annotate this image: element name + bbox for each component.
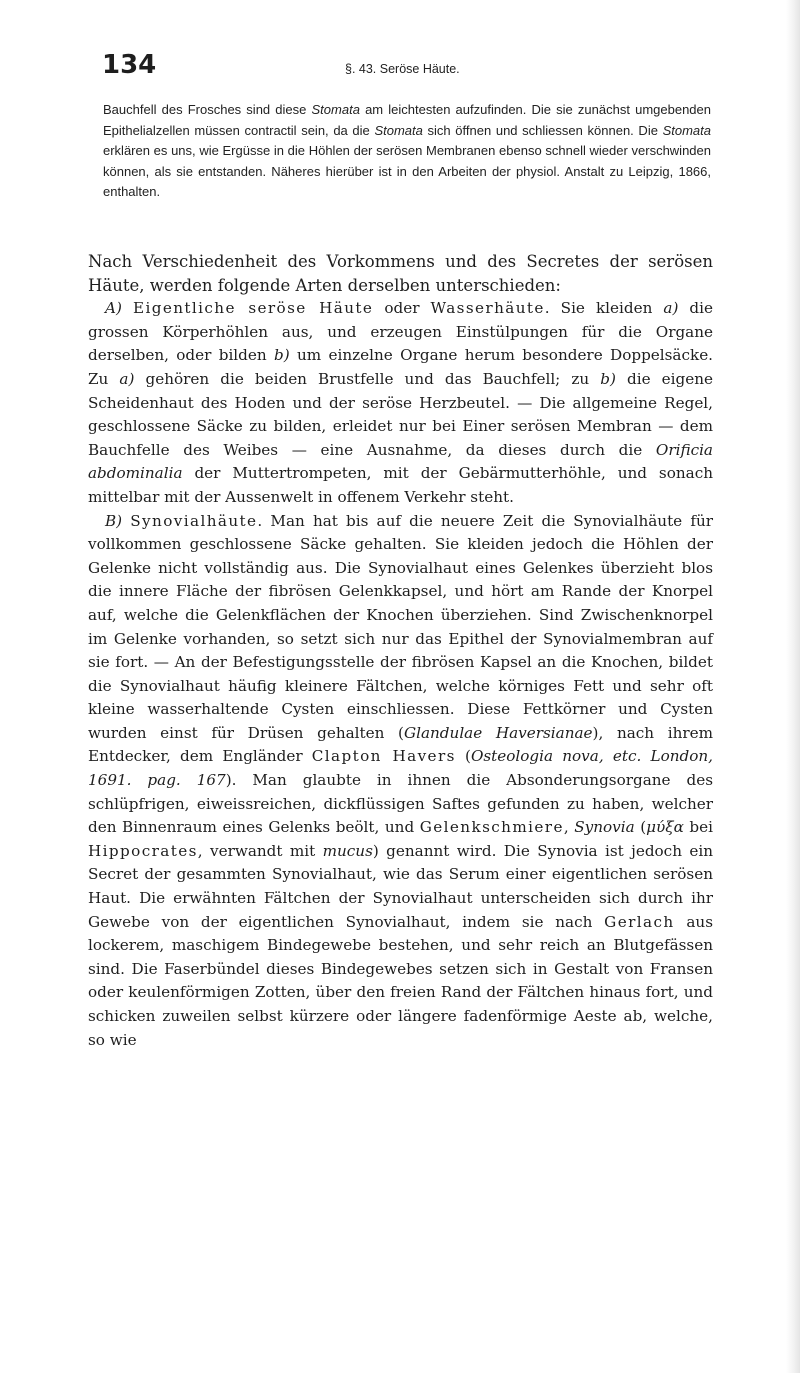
text-run: am leichtesten aufzufinden. Die sie zunächst umgebenden Epithelialzellen müssen contractil sein, da die <box>103 102 711 138</box>
italic-term: Glandulae Haversianae <box>403 723 593 742</box>
spaced-term: Gelenkschmiere <box>419 818 564 837</box>
item-marker: b) <box>274 346 290 365</box>
text-run: . Man hat bis auf die neuere Zeit die Synovialhäute für vollkommen geschlossene Säcke gehalten. Sie kleiden jedoch die Höhlen der Gelenke nicht vollständig aus. Die Synovialhaut eines Gelenkes überzieht blos die innere Fläche der fibrösen Gelenkkapsel, und hört am Rande der Knorpel auf, welche die Gelenkflächen der Knochen überziehen. Sind Zwischenknorpel im Gelenke vorhanden, so setzt sich nur das Epithel der Synovialmembran auf sie fort. — An der Befestigungsstelle der fibrösen Kapsel an die Knochen, bildet die Synovialhaut häufig kleinere Fältchen, welche körniges Fett und sehr oft kleine wasserhaltende Cysten einschliessen. Diese Fettkörner und Cysten wurden einst für Drüsen gehalten ( <box>88 511 713 742</box>
italic-term: Stomata <box>374 122 423 138</box>
spaced-name: Clapton Havers <box>311 747 456 766</box>
item-marker: a) <box>119 369 135 388</box>
spaced-term: Eigentliche seröse Häute <box>132 299 374 318</box>
text-run: oder <box>373 299 431 318</box>
section-label: A) <box>105 299 122 318</box>
text-run: aus lockerem, maschigem Bindegewebe bestehen, und sehr reich an Blutgefässen sind. Die Faserbündel dieses Bindegewebes setzen sich in Gestalt von Fransen oder keulenförmigen Zotten, über den freien Rand der Fältchen hinaus fort, und schicken zuweilen selbst kürzere oder längere fadenförmige Aeste ab, welche, so wie <box>88 912 713 1049</box>
spaced-name: Hippocrates <box>88 841 198 860</box>
italic-citation: Osteologia nova, etc. London, 1691. pag. 167 <box>88 747 713 790</box>
section-b-paragraph <box>88 510 713 1053</box>
text-run: die eigene Scheidenhaut des Hoden und der seröse Herzbeutel. — Die allgemeine Regel, geschlossene Säcke zu bilden, erleidet nur bei Einer serösen Membran — dem Bauchfelle des Weibes — eine Ausnahme, da dieses durch die <box>88 369 713 459</box>
page-number: 134 <box>102 50 157 80</box>
text-run: ) genannt wird. Die Synovia ist jedoch ein Secret der gesammten Synovialhaut, wie das Serum einer eigentlichen serösen Haut. Die erwähnten Fältchen der Synovialhaut unterscheiden sich durch ihr Gewebe von der eigentlichen Synovialhaut, indem sie nach <box>88 841 713 931</box>
italic-term: Stomata <box>311 102 360 117</box>
item-marker: b) <box>600 369 616 388</box>
italic-term: Orificia abdominalia <box>88 440 713 483</box>
text-run: ( <box>634 818 647 837</box>
text-run: erklären es uns, wie Ergüsse in die Höhlen der serösen Membranen ebenso schnell wieder verschwinden können, als sie entstanden. Näheres hierüber ist in den Arbeiten der physiol. Anstalt zu Leipzig, 1866, enthalten. <box>103 143 711 200</box>
page-edge-shadow <box>786 0 800 1373</box>
text-run: ), nach ihrem Entdecker, dem Engländer <box>88 723 714 766</box>
italic-term: mucus <box>322 841 373 860</box>
text-run: . Sie kleiden <box>544 299 664 318</box>
intro-paragraph <box>103 100 711 203</box>
lead-paragraph: Nach Verschiedenheit des Vorkommens und des Secretes der serösen Häute, werden folgende Arten derselben unterschieden: <box>88 252 713 295</box>
spaced-term: Synovialhäute <box>130 511 258 530</box>
intro-paragraph-block <box>103 100 711 203</box>
text-run: bei <box>683 818 713 837</box>
text-run: , verwandt mit <box>197 841 323 860</box>
text-run: ). Man glaubte in ihnen die Absonderungsorgane des schlüpfrigen, eiweissreichen, dickflüssigen Saftes gefunden zu haben, welcher den Binnenraum eines Gelenks beölt, und <box>88 771 713 837</box>
page-header <box>102 50 702 90</box>
text-run: ( <box>455 747 471 766</box>
spaced-term: Wasserhäute <box>430 299 545 318</box>
text-run: sich öffnen und schliessen können. Die <box>422 122 663 138</box>
text-run: Bauchfell des Frosches sind diese <box>103 102 312 117</box>
greek-term: μύξα <box>646 818 684 837</box>
text-run: um einzelne Organe herum besondere Doppelsäcke. Zu <box>88 346 714 388</box>
italic-term: Stomata <box>662 122 712 138</box>
spaced-name: Gerlach <box>604 912 675 931</box>
running-head: §. 43. Seröse Häute. <box>345 62 460 76</box>
text-run: , <box>563 818 575 837</box>
main-text <box>88 250 713 1052</box>
text-run: die grossen Körperhöhlen aus, und erzeugen Einstülpungen für die Organe derselben, oder bilden <box>88 299 713 365</box>
item-marker: a) <box>663 299 679 318</box>
text-run: der Muttertrompeten, mit der Gebärmutterhöhle, und sonach mittelbar mit der Aussenwelt in offenem Verkehr steht. <box>88 464 713 506</box>
section-label: B) <box>105 511 123 530</box>
italic-term: Synovia <box>574 818 635 837</box>
text-run: gehören die beiden Brustfelle und das Bauchfell; zu <box>134 369 601 388</box>
section-a-paragraph <box>88 297 713 509</box>
